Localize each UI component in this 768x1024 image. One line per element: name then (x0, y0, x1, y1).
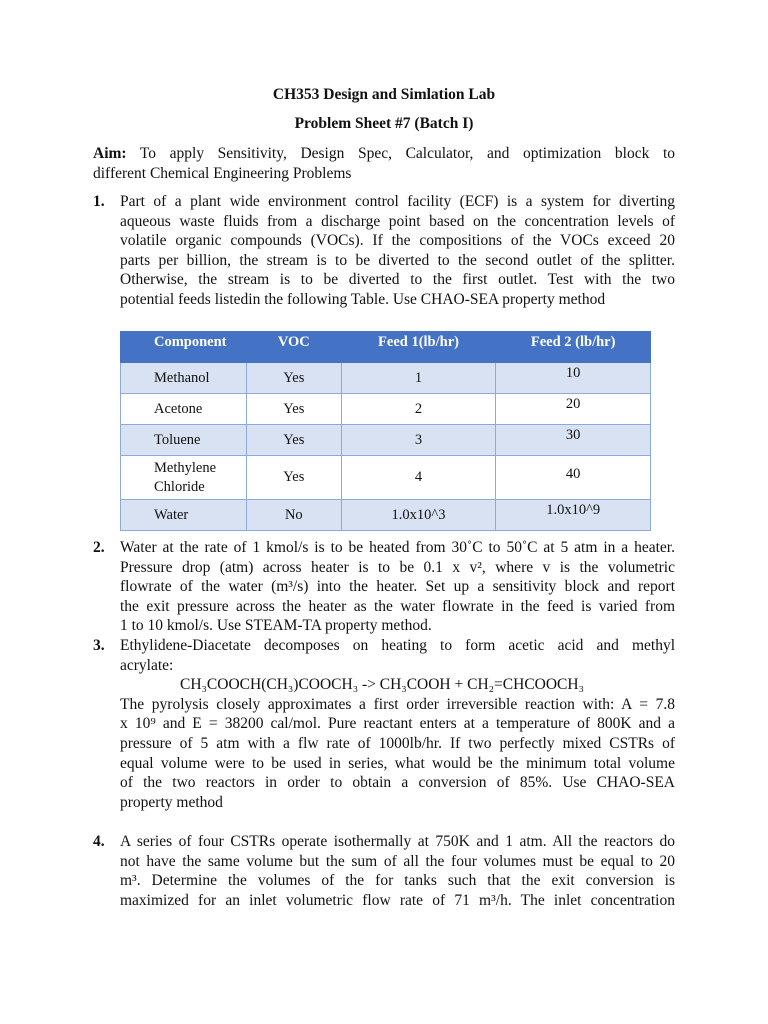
table-header-row (121, 332, 651, 363)
aim-section (93, 144, 675, 183)
problem-4-text (120, 832, 675, 910)
problem-1-text (120, 192, 675, 310)
text-line: Ethylidene-Diacetate decomposes on heating to form acetic acid and methyl (120, 637, 675, 654)
aim-text-line: different Chemical Engineering Problems (93, 164, 352, 182)
text-line: potential feeds listedin the following Table. Use CHAO-SEA property method (120, 290, 606, 308)
table-cell: Methylene Chloride (121, 456, 247, 500)
table-row (121, 363, 651, 394)
problem-number: 3. (93, 637, 105, 654)
problem-2-text (120, 538, 675, 636)
table-cell: Acetone (121, 394, 247, 425)
problem-number: 1. (93, 193, 105, 210)
text-line: acrylate: (120, 656, 174, 674)
text-line: pressure of 5 atm with a flw rate of 1000lb/hr. If two perfectly mixed CSTRs of (120, 734, 675, 752)
table-cell: Toluene (121, 425, 247, 456)
text-line: 1 to 10 kmol/s. Use STEAM-TA property method. (120, 617, 432, 635)
column-header: VOC (246, 332, 341, 363)
table-cell: 20 (496, 394, 651, 425)
text-line: the exit pressure across the heater as the water flowrate in the feed is varied from (120, 597, 675, 615)
table-row (121, 456, 651, 500)
problem-3-text (120, 636, 675, 812)
document-subtitle: Problem Sheet #7 (Batch I) (294, 115, 474, 132)
table-cell: 1.0x10^3 (341, 500, 496, 531)
text-line: m³. Determine the volumes of the for tanks such that the exit conversion is (120, 872, 675, 890)
table-cell: Yes (246, 425, 341, 456)
table-row (121, 425, 651, 456)
problem-number: 4. (93, 833, 105, 850)
table-cell: 4 (341, 456, 496, 500)
text-line: volatile organic compounds (VOCs). If the compositions of the VOCs exceed 20 (120, 232, 675, 250)
text-line: of the two reactors in order to obtain a conversion of 85%. Use CHAO-SEA (120, 774, 675, 792)
text-line: Pressure drop (atm) across heater is to be 0.1 x v², where v is the volumetric (120, 558, 675, 576)
table-cell: 1 (341, 363, 496, 394)
problem-number: 2. (93, 539, 105, 556)
reaction-equation: CH₃COOCH(CH₃)COOCH₃ -> CH₃COOH + CH₂=CHCOOCH₃ (180, 676, 584, 694)
text-line: maximized for an inlet volumetric flow rate of 71 m³/h. The inlet concentration (120, 891, 675, 909)
text-line: A series of four CSTRs operate isothermally at 750K and 1 atm. All the reactors do (120, 833, 675, 850)
text-line: flowrate of the water (m³/s) into the heater. Set up a sensitivity block and report (120, 578, 675, 596)
table-cell: 10 (496, 363, 651, 394)
table-cell: Yes (246, 363, 341, 394)
text-line: The pyrolysis closely approximates a first order irreversible reaction with: A = 7.8 (120, 695, 675, 713)
table-cell: 3 (341, 425, 496, 456)
aim-label: Aim: (93, 145, 127, 162)
text-line: Otherwise, the stream is to be diverted to the first outlet. Test with the two (120, 271, 675, 289)
text-line: property method (120, 793, 223, 811)
table-cell: Water (121, 500, 247, 531)
column-header: Feed 2 (lb/hr) (496, 332, 651, 363)
text-line: Part of a plant wide environment control facility (ECF) is a system for diverting (120, 193, 675, 210)
table-cell: Methanol (121, 363, 247, 394)
text-line: equal volume were to be used in series, what would be the minimum total volume (120, 754, 675, 772)
document-title: CH353 Design and Simlation Lab (272, 86, 496, 103)
text-line: aqueous waste fluids from a discharge point based on the concentration levels of (120, 212, 675, 230)
table-cell: 2 (341, 394, 496, 425)
table-cell: 1.0x10^9 (496, 500, 651, 531)
table-row (121, 394, 651, 425)
text-line: x 10⁹ and E = 38200 cal/mol. Pure reactant enters at a temperature of 800K and a (120, 715, 675, 733)
table-cell: Yes (246, 456, 341, 500)
column-header: Feed 1(lb/hr) (341, 332, 496, 363)
table-row (121, 500, 651, 531)
table-cell: 30 (496, 425, 651, 456)
aim-text-line: To apply Sensitivity, Design Spec, Calculator, and optimization block to (139, 145, 675, 162)
text-line: parts per billion, the stream is to be diverted to the second outlet of the splitter. (120, 251, 675, 269)
table-cell: No (246, 500, 341, 531)
text-line: not have the same volume but the sum of all the four volumes must be equal to 20 (120, 852, 675, 870)
table-cell: Yes (246, 394, 341, 425)
column-header: Component (121, 332, 247, 363)
feed-table (120, 331, 651, 531)
text-line: Water at the rate of 1 kmol/s is to be heated from 30˚C to 50˚C at 5 atm in a heater. (120, 539, 675, 556)
table-cell: 40 (496, 456, 651, 500)
